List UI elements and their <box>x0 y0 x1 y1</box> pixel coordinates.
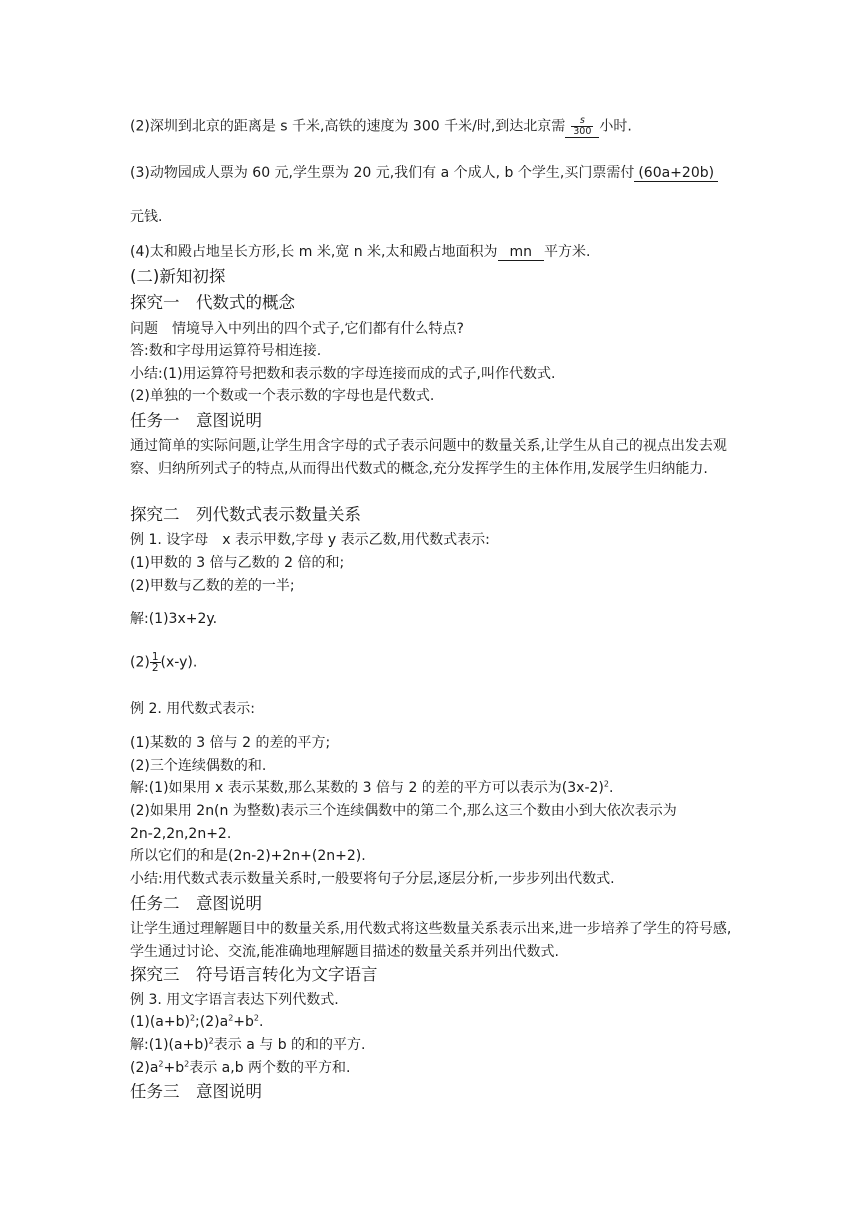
example-1-solution-1: 解:(1)3x+2y. <box>130 611 218 627</box>
example-1-question-1: (1)甲数的 3 倍与乙数的 2 倍的和; <box>130 555 345 571</box>
explore-2-heading: 探究二 列代数式表示数量关系 <box>130 505 361 524</box>
explore-2-summary: 小结:用代数式表示数量关系时,一般要将句子分层,逐层分析,一步步列出代数式. <box>130 871 615 887</box>
example-1-question-2: (2)甲数与乙数的差的一半; <box>130 578 295 594</box>
example-2-solution-2-continued: 2n-2,2n,2n+2. <box>130 826 232 842</box>
task-3-heading: 任务三 意图说明 <box>130 1082 262 1101</box>
answer-blank-2 <box>565 116 599 138</box>
example-3-solution-2: $(2)a^2+b^2$表示 a,b 两个数的平方和. <box>130 1059 351 1076</box>
example-2-question-1: (1)某数的 3 倍与 2 的差的平方; <box>130 735 331 751</box>
problem-3-continued: 元钱. <box>130 209 163 225</box>
example-2-solution-2: (2)如果用 2n(n 为整数)表示三个连续偶数中的第二个,那么这三个数由小到大依次表示为 <box>130 803 677 819</box>
task-2-text: 让学生通过理解题目中的数量关系,用代数式将这些数量关系表示出来,进一步培养了学生的符号感,学生通过讨论、交流,能准确地理解题目描述的数量关系并列出代数式. <box>130 921 732 960</box>
explore-1-summary-2: (2)单独的一个数或一个表示数的字母也是代数式. <box>130 388 435 404</box>
task-1-heading: 任务一 意图说明 <box>130 411 262 430</box>
example-1-solution-2: (2) $\frac{1}{2}$ (x-y). <box>130 651 198 674</box>
explore-1-question: 问题 情境导入中列出的四个式子,它们都有什么特点? <box>130 321 464 337</box>
example-2: 例 2. 用代数式表示: <box>130 701 255 717</box>
problem-2: (2)深圳到北京的距离是 s 千米,高铁的速度为 300 千米/时,到达北京需 $\frac{s}{300}$ 小时. <box>130 115 632 137</box>
example-3-questions: $(1)(a+b)^2;(2)a^2+b^2$. <box>130 1013 264 1030</box>
explore-1-summary-1: 小结:(1)用运算符号把数和表示数的字母连接而成的式子,叫作代数式. <box>130 366 556 382</box>
example-2-solution-1: 解:(1)如果用 x 表示某数,那么某数的 3 倍与 2 的差的平方可以表示为$(3x-2)^2$. <box>130 779 614 796</box>
problem-4: (4)太和殿占地呈长方形,长 m 米,宽 n 米,太和殿占地面积为 mn 平方米. <box>130 244 591 260</box>
task-1-text: 通过简单的实际问题,让学生用含字母的式子表示问题中的数量关系,让学生从自己的视点出发去观察、归纳所列式子的特点,从而得出代数式的概念,充分发挥学生的主体作用,发展学生归纳能力. <box>130 438 727 477</box>
answer-blank-4: mn <box>498 244 545 261</box>
fraction-one-half: $\frac{1}{2}$ <box>151 651 159 674</box>
answer-blank-3: (60a+20b) <box>634 165 718 182</box>
explore-3-heading: 探究三 符号语言转化为文字语言 <box>130 965 378 984</box>
task-2-heading: 任务二 意图说明 <box>130 894 262 913</box>
fraction-s-over-300: $\frac{s}{300}$ <box>573 115 592 137</box>
explore-1-answer: 答:数和字母用运算符号相连接. <box>130 343 322 359</box>
problem-3: (3)动物园成人票为 60 元,学生票为 20 元,我们有 a 个成人, b 个学生,买门票需付 (60a+20b) <box>130 163 740 183</box>
example-1: 例 1. 设字母 x 表示甲数,字母 y 表示乙数,用代数式表示: <box>130 532 490 548</box>
example-3-solution-1: 解$:(1)(a+b)^2$表示 a 与 b 的和的平方. <box>130 1036 366 1053</box>
example-2-sum: 所以它们的和是(2n-2)+2n+(2n+2). <box>130 848 366 864</box>
explore-1-heading: 探究一 代数式的概念 <box>130 293 295 312</box>
example-2-question-2: (2)三个连续偶数的和. <box>130 758 267 774</box>
section-heading-new-knowledge: (二)新知初探 <box>130 267 226 286</box>
example-3: 例 3. 用文字语言表达下列代数式. <box>130 992 339 1008</box>
